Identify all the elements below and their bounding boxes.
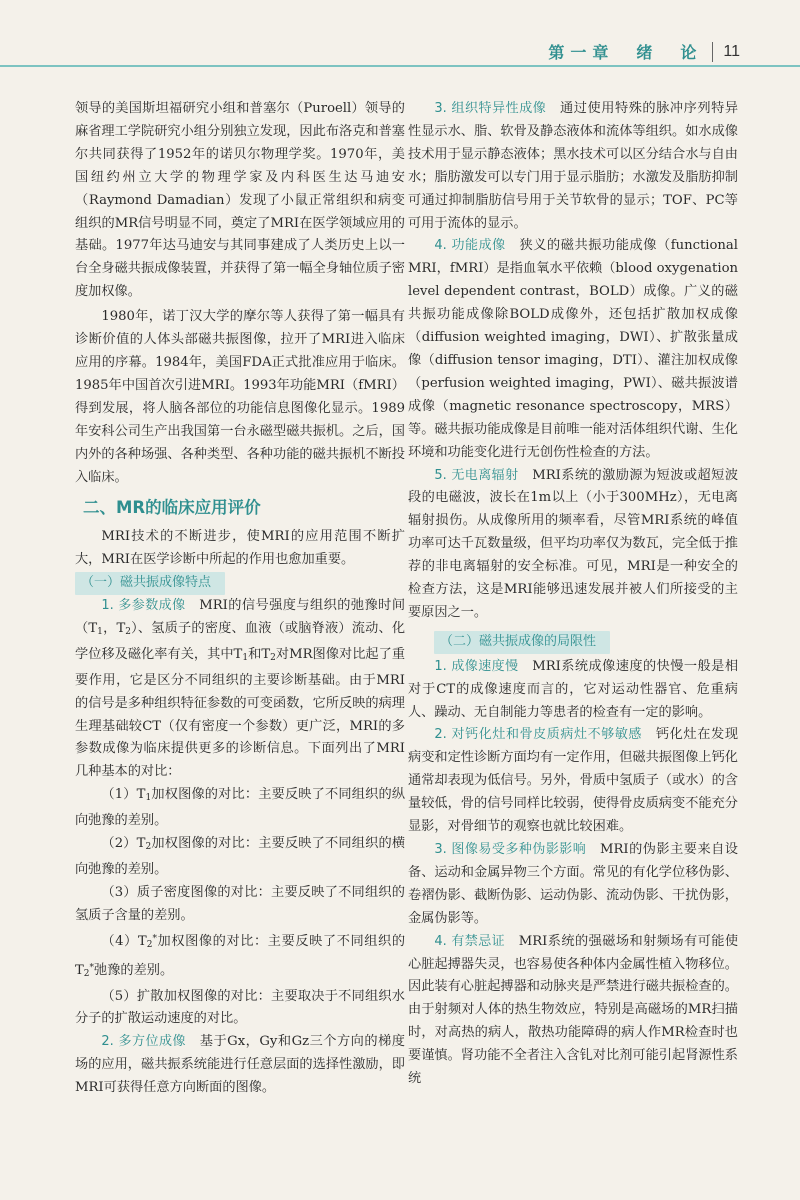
- subsection-heading: （一）磁共振成像特点: [75, 572, 225, 595]
- item-paragraph: 3. 图像易受多种伪影影响 MRI的伪影主要来自设备、运动和金属异物三个方面。常见的有化学位移伪影、卷褶伪影、截断伪影、运动伪影、流动伪影、干扰伪影，金属伪影等。: [408, 842, 738, 926]
- header-divider: [712, 42, 713, 62]
- subsection-heading-wrap: [75, 572, 405, 595]
- item-paragraph: 1. 多参数成像 MRI的信号强度与组织的弛豫时间（$T_1$，$T_2$）、氢质子的密度、血液（或脑脊液）流动、化学位移及磁化率有关，其中$T_1$和$T_2$对MR图像对比起了重要作用，它是区分不同组织的主要诊断基础。由于MRI的信号是多种组织特征参数的可变函数，它所反映的病理生理基础较CT（仅有密度一个参数）更广泛，MRI的多参数成像为临床提供更多的诊断信息。下面列出了MRI几种基本的对比：: [75, 598, 406, 780]
- item-paragraph: 2. 对钙化灶和骨皮质病灶不够敏感 钙化灶在发现病变和定性诊断方面均有一定作用，但磁共振图像上钙化通常却表现为低信号。另外，骨质中氢质子（或水）的含量较低，骨的信号同样比较弱，使得骨皮质病变不能充分显影，对骨细节的观察也就比较困难。: [408, 727, 739, 835]
- list-item: （5）扩散加权图像的对比：主要取决于不同组织水分子的扩散运动速度的对比。: [75, 988, 405, 1027]
- chapter-title: 第一章 绪 论: [548, 43, 703, 62]
- contrast-list: [75, 784, 405, 1031]
- item-keyword: 1. 多参数成像: [101, 598, 186, 614]
- header-rule: [0, 65, 800, 67]
- list-item: $(4)T_2^*$加权图像的对比：主要反映了不同组织的$T_2^*$弛豫的差别。: [75, 933, 406, 979]
- item-keyword: 3. 图像易受多种伪影影响: [434, 842, 587, 857]
- list-item: $(2)T_2$加权图像的对比：主要反映了不同组织的横向弛豫的差别。: [75, 836, 406, 877]
- item-paragraph: 4. 有禁忌证 MRI系统的强磁场和射频场有可能使心脏起搏器失灵，也容易使各种体内金属性植入物移位。因此装有心脏起搏器和动脉夹是严禁进行磁共振检查的。由于射频对人体的热生物效应，特别是高磁场的MR扫描时，对高热的病人，散热功能障碍的病人作MR检查时也要谨慎。肾功能不全者注入含钆对比剂可能引起肾源性系统: [408, 933, 739, 1087]
- list-item: （3）质子密度图像的对比：主要反映了不同组织的氢质子含量的差别。: [75, 884, 405, 923]
- running-header: [548, 40, 740, 63]
- list-item: $(1)T_1$加权图像的对比：主要反映了不同组织的纵向弛豫的差别。: [75, 787, 406, 829]
- paragraph: 领导的美国斯坦福研究小组和普塞尔（Puroell）领导的麻省理工学院研究小组分别独立发现，因此布洛克和普塞尔共同获得了1952年的诺贝尔物理学奖。1970年，美国纽约州立大学的物理学家及内科医生达马迪安（Raymond Damadian）发现了小鼠正常组织和病变组织的MR信号明显不同，奠定了MRI在医学领域应用的基础。1977年达马迪安与其同事建成了人类历史上以一台全身磁共振成像装置，并获得了第一幅全身轴位质子密度加权像。: [75, 101, 405, 300]
- right-column: [408, 98, 738, 1091]
- item-paragraph: 4. 功能成像 狭义的磁共振功能成像（functional MRI，fMRI）是指血氧水平依赖（blood oxygenation level dependent contrast，BOLD）成像。广义的磁共振功能成像除BOLD成像外，还包括扩散加权成像（diffusion weighted imaging，DWI）、扩散张量成像（diffusion tensor imaging，DTI）、灌注加权成像（perfusion weighted imaging，PWI）、磁共振波谱成像（magnetic resonance spectroscopy，MRS）等。磁共振功能成像是目前唯一能对活体组织代谢、生化环境和功能变化进行无创伤性检查的方法。: [408, 238, 738, 460]
- item-keyword: 5. 无电离辐射: [434, 467, 519, 483]
- item-keyword: 4. 有禁忌证: [434, 933, 506, 949]
- subsection-heading-wrap: [408, 631, 738, 654]
- paragraph: MRI技术的不断进步，使MRI的应用范围不断扩大，MRI在医学诊断中所起的作用也愈加重要。: [75, 529, 405, 568]
- subsection-heading: （二）磁共振成像的局限性: [434, 631, 610, 654]
- item-keyword: 2. 对钙化灶和骨皮质病灶不够敏感: [434, 727, 643, 743]
- item-paragraph: 1. 成像速度慢 MRI系统成像速度的快慢一般是相对于CT的成像速度而言的，它对运动性器官、危重病人、躁动、无自制能力等患者的检查有一定的影响。: [408, 658, 739, 720]
- item-paragraph: 3. 组织特异性成像 通过使用特殊的脉冲序列特异性显示水、脂、软骨及静态液体和流体等组织。如水成像技术用于显示静态液体；黑水技术可以区分结合水与自由水；脂肪激发可以专门用于显示脂肪；水激发及脂肪抑制可通过抑制脂肪信号用于关节软骨的显示；TOF、PC等可用于流体的显示。: [408, 101, 739, 231]
- item-keyword: 2. 多方位成像: [101, 1034, 187, 1050]
- page-number: 11: [723, 42, 740, 60]
- section-heading: 二、MR的临床应用评价: [83, 498, 261, 518]
- item-paragraph: 2. 多方位成像 基于Gx，Gy和Gz三个方向的梯度场的应用，磁共振系统能进行任意层面的选择性激励，即MRI可获得任意方向断面的图像。: [75, 1034, 405, 1096]
- item-keyword: 3. 组织特异性成像: [434, 101, 547, 116]
- item-keyword: 1. 成像速度慢: [434, 658, 519, 674]
- item-keyword: 4. 功能成像: [434, 238, 506, 254]
- paragraph: 1980年，诺丁汉大学的摩尔等人获得了第一幅具有诊断价值的人体头部磁共振图像，拉开了MRI进入临床应用的序幕。1984年，美国FDA正式批准应用于临床。1985年中国首次引进MRI。1993年功能MRI（fMRI）得到发展，将人脑各部位的功能信息图像化显示。1989年安科公司生产出我国第一台永磁型磁共振机。之后，国内外的各种场强、各种类型、各种功能的磁共振机不断投入临床。: [75, 309, 405, 485]
- left-column: [75, 98, 405, 1100]
- item-paragraph: 5. 无电离辐射 MRI系统的激励源为短波或超短波段的电磁波，波长在1m以上（小于300MHz），无电离辐射损伤。从成像所用的频率看，尽管MRI系统的峰值功率可达千瓦数量级，但平均功率仅为数瓦，完全低于推荐的非电离辐射的安全标准。可见，MRI是一种安全的检查方法，这是MRI能够迅速发展并被人们所接受的主要原因之一。: [408, 467, 739, 620]
